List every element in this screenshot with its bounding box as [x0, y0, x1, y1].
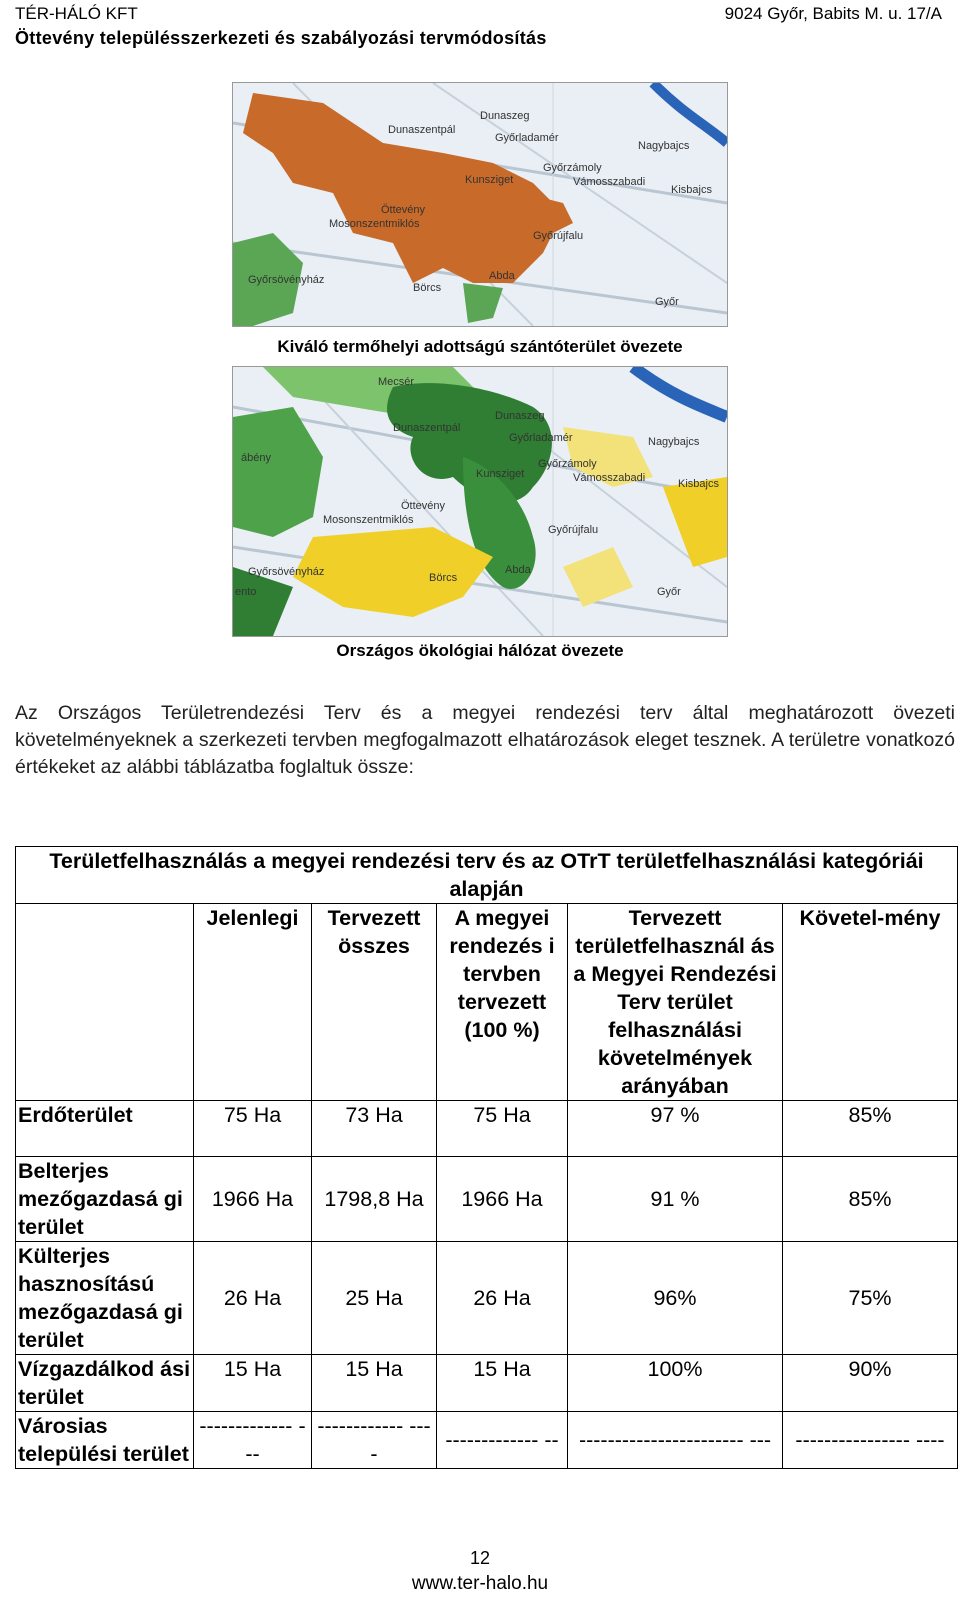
svg-text:Abda: Abda: [505, 564, 531, 576]
svg-text:Győr: Győr: [657, 586, 681, 598]
table-cell: 26 Ha: [437, 1242, 568, 1355]
column-header: Követel-mény: [783, 904, 958, 1101]
row-label: Külterjes hasznosítású mezőgazdasá gi terület: [16, 1242, 194, 1355]
table-cell: 91 %: [568, 1157, 783, 1242]
map1-caption: Kiváló termőhelyi adottságú szántóterület övezete: [277, 337, 683, 356]
table-cell: 1966 Ha: [194, 1157, 312, 1242]
table-cell: ------------ ----: [312, 1412, 437, 1469]
svg-text:ábény: ábény: [241, 452, 271, 464]
table-row: [16, 1355, 958, 1412]
svg-text:ento: ento: [235, 586, 257, 598]
svg-text:Kunsziget: Kunsziget: [465, 174, 514, 186]
row-label: Belterjes mezőgazdasá gi terület: [16, 1157, 194, 1242]
table-cell: ----------------------- ---: [568, 1412, 783, 1469]
svg-text:Öttevény: Öttevény: [381, 204, 426, 216]
table-header-row: [16, 904, 958, 1101]
row-label: Városias települési terület: [16, 1412, 194, 1469]
table-title-row: [16, 847, 958, 904]
table-cell: 100%: [568, 1355, 783, 1412]
footer-url[interactable]: www.ter-halo.hu: [411, 1573, 549, 1594]
table-cell: 15 Ha: [312, 1355, 437, 1412]
row-label: Erdőterület: [16, 1101, 194, 1157]
svg-text:Győrsövényház: Győrsövényház: [248, 274, 325, 286]
svg-text:Győr: Győr: [655, 296, 679, 308]
svg-text:Mecsér: Mecsér: [378, 376, 415, 388]
table-cell: 97 %: [568, 1101, 783, 1157]
svg-text:Vámosszabadi: Vámosszabadi: [573, 176, 646, 188]
column-header: Tervezett összes: [312, 904, 437, 1101]
svg-text:Kisbajcs: Kisbajcs: [678, 478, 719, 490]
header-company: TÉR-HÁLÓ KFT: [15, 4, 138, 23]
column-header: Tervezett területfelhasznál ás a Megyei Rendezési Terv terület felhasználási követelmények arányában: [568, 904, 783, 1101]
svg-text:Dunaszentpál: Dunaszentpál: [388, 124, 456, 136]
land-use-table: [15, 846, 958, 1469]
map2-caption: Országos ökológiai hálózat övezete: [336, 641, 624, 660]
svg-text:Nagybajcs: Nagybajcs: [648, 436, 700, 448]
table-cell: 85%: [783, 1157, 958, 1242]
body-paragraph: Az Országos Területrendezési Terv és a megyei rendezési terv által meghatározott övezeti követelményeknek a szerkezeti tervben megfogalmazott elhatározások eleget tesznek. A területre vonatkozó értékeket az alábbi táblázatba foglaltuk össze:: [15, 702, 955, 778]
svg-text:Mosonszentmiklós: Mosonszentmiklós: [323, 514, 414, 526]
table-row: [16, 1101, 958, 1157]
svg-text:Győrújfalu: Győrújfalu: [548, 524, 599, 536]
arable-land-map: [232, 82, 728, 327]
svg-text:Dunaszeg: Dunaszeg: [495, 410, 545, 422]
column-header: Jelenlegi: [194, 904, 312, 1101]
page-number: 12: [469, 1548, 491, 1568]
table-cell: ------------- ---: [194, 1412, 312, 1469]
table-cell: 1798,8 Ha: [312, 1157, 437, 1242]
svg-text:Győrzámoly: Győrzámoly: [543, 162, 602, 174]
table-cell: 85%: [783, 1101, 958, 1157]
svg-text:Kunsziget: Kunsziget: [476, 468, 525, 480]
svg-text:Győrladamér: Győrladamér: [509, 432, 573, 444]
table-cell: 26 Ha: [194, 1242, 312, 1355]
column-header: A megyei rendezés i tervben tervezett (100 %): [437, 904, 568, 1101]
svg-text:Dunaszentpál: Dunaszentpál: [393, 422, 461, 434]
svg-text:Abda: Abda: [489, 270, 515, 282]
header-subtitle: Öttevény településszerkezeti és szabályozási tervmódosítás: [15, 28, 547, 48]
svg-text:Győrzámoly: Győrzámoly: [538, 458, 597, 470]
table-cell: ---------------- ----: [783, 1412, 958, 1469]
table-cell: 75 Ha: [194, 1101, 312, 1157]
svg-text:Dunaszeg: Dunaszeg: [480, 110, 530, 122]
ecological-network-map: [232, 366, 728, 637]
table-cell: 90%: [783, 1355, 958, 1412]
column-header: [16, 904, 194, 1101]
svg-text:Börcs: Börcs: [429, 572, 458, 584]
svg-text:Vámosszabadi: Vámosszabadi: [573, 472, 646, 484]
svg-text:Győrújfalu: Győrújfalu: [533, 230, 584, 242]
svg-text:Kisbajcs: Kisbajcs: [671, 184, 712, 196]
table-cell: ------------- --: [437, 1412, 568, 1469]
table-title: Területfelhasználás a megyei rendezési terv és az OTrT területfelhasználási kategóriái alapján: [16, 847, 958, 904]
table-cell: 75%: [783, 1242, 958, 1355]
table-cell: 15 Ha: [437, 1355, 568, 1412]
svg-text:Győrsövényház: Győrsövényház: [248, 566, 325, 578]
svg-text:Börcs: Börcs: [413, 282, 442, 294]
table-row: [16, 1412, 958, 1469]
header-address: 9024 Győr, Babits M. u. 17/A: [724, 4, 942, 23]
svg-text:Öttevény: Öttevény: [401, 500, 446, 512]
table-cell: 15 Ha: [194, 1355, 312, 1412]
table-row: [16, 1157, 958, 1242]
table-cell: 75 Ha: [437, 1101, 568, 1157]
row-label: Vízgazdálkod ási terület: [16, 1355, 194, 1412]
table-cell: 96%: [568, 1242, 783, 1355]
table-cell: 73 Ha: [312, 1101, 437, 1157]
svg-text:Nagybajcs: Nagybajcs: [638, 140, 690, 152]
svg-text:Mosonszentmiklós: Mosonszentmiklós: [329, 218, 420, 230]
svg-text:Győrladamér: Győrladamér: [495, 132, 559, 144]
table-cell: 25 Ha: [312, 1242, 437, 1355]
table-row: [16, 1242, 958, 1355]
table-cell: 1966 Ha: [437, 1157, 568, 1242]
